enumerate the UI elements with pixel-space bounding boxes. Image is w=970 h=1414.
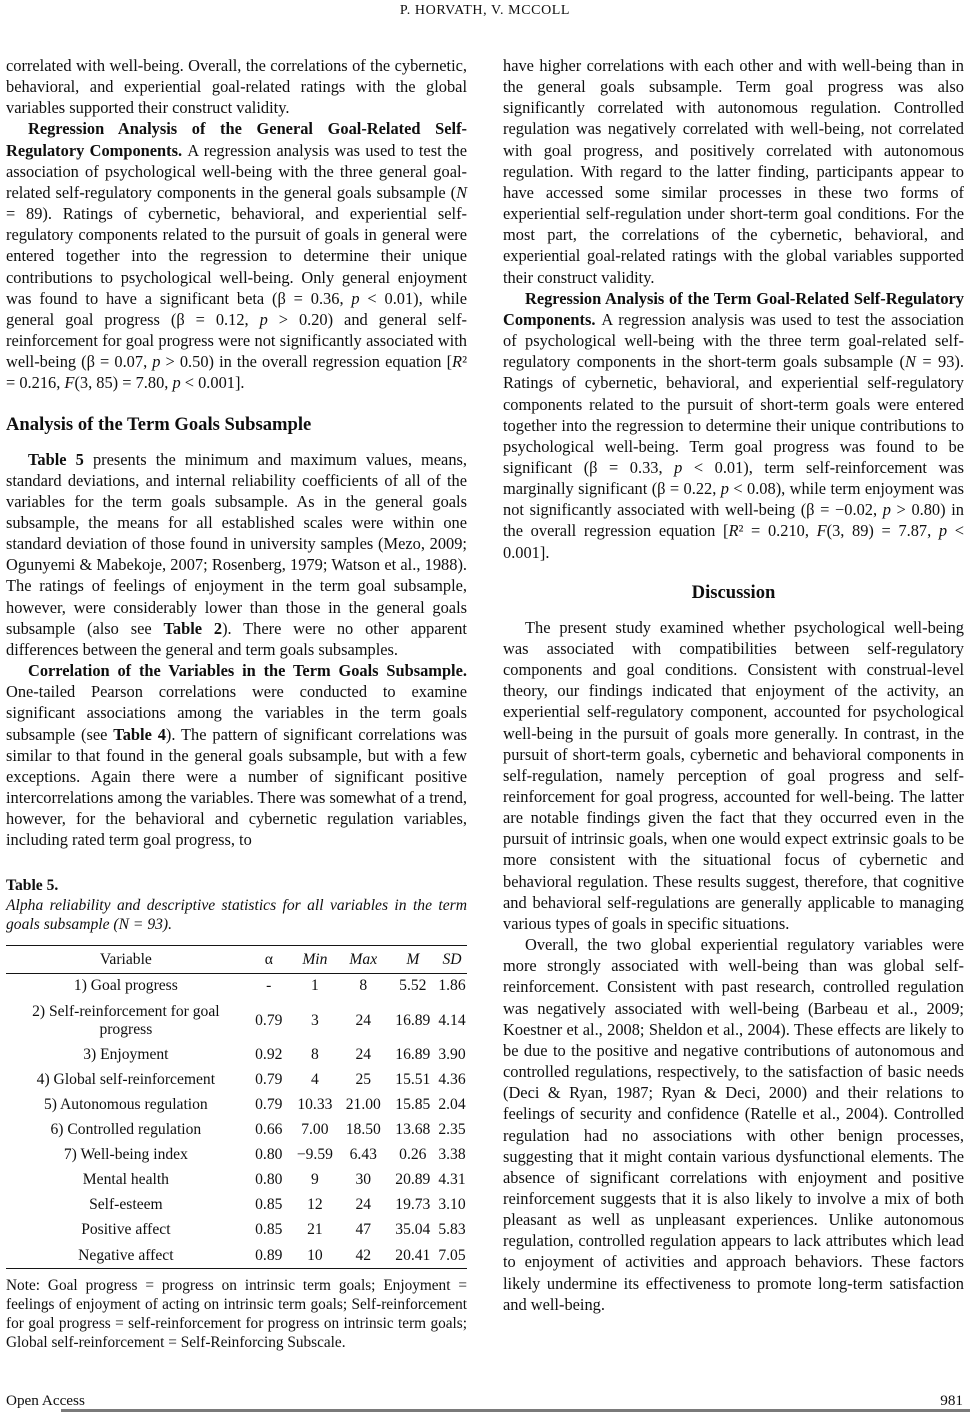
table-cell-sd: 5.83 <box>438 1221 466 1239</box>
table-cell-m: 20.41 <box>395 1246 431 1264</box>
left-column <box>6 55 467 1352</box>
text-run: ² = 0.216, <box>6 352 467 393</box>
text-run: p <box>172 373 181 393</box>
text-run: N <box>904 352 916 372</box>
table-cell-sd: 2.04 <box>438 1095 466 1113</box>
table-cell-min: 12 <box>307 1196 323 1214</box>
table-cell-m: 35.04 <box>395 1221 431 1239</box>
paragraph <box>503 617 964 934</box>
text-run: A regression analysis was used to test the association of psychological well-being with the three general goal-related self-regulatory components in the general goals subsample ( <box>6 140 467 202</box>
text-run: < 0.01), while general goal progress (β = 0.12, <box>6 288 467 329</box>
table-cell-max: 24 <box>355 1196 372 1214</box>
paragraph <box>6 449 467 661</box>
text-run: = 89). Ratings of cybernetic, behavioral, and experiential self-regulatory components related to the pursuit of goals in general were entered together into the regression to determine their unique contributions to psychological well-being. Only general enjoyment was found to have a significant beta (β = 0.36, <box>6 204 467 308</box>
text-run: p <box>351 288 360 308</box>
text-run: ). The pattern of significant correlations was similar to that found in the general goals subsample, but with a few exceptions. Again there were a number of significant positive intercorrelations among the variables. There was somewhat of a trend, however, for the behavioral and cybernetic regulation variables, including rated term goal progress, to <box>6 724 467 850</box>
table-cell-sd: 1.86 <box>438 977 466 995</box>
table-cell-max: 24 <box>355 1011 372 1029</box>
text-run: = 93). Ratings of cybernetic, behavioral, and experiential self-regulatory components related to the pursuit of short-term goals were entered together into the regression to determine their unique contributions to psychological well-being. Term goal progress was found to be significant (β = 0.33, <box>503 352 964 477</box>
text-run: R <box>728 521 739 541</box>
text-run: The present study examined whether psychological well-being was associated with compatibilities between self-regulatory components and goal conditions. Consistent with construal-level theory, our findings indicated that enjoyment of the activity, an experiential self-regulatory component, accounted for psychological well-being in the pursuit of goals more generally. In contrast, in the pursuit of short-term goals, cybernetic and behavioral components in self-regulation, namely perception of goal progress and self-reinforcement for goal progress, accounted for well-being. The latter are notable findings given the fact that they occurred even in the pursuit of intrinsic goals, when one would expect extrinsic goals to be more consistent with the situational focus of cybernetic and behavioral regulation. These results suggest, therefore, that cognitive and behavioral self-regulations are generally applicable to managing various types of goals in specific situations. <box>503 617 964 933</box>
table-cell-sd: 3.38 <box>438 1146 466 1164</box>
table-cell-sd: 4.14 <box>438 1011 466 1029</box>
text-run: Table 4 <box>113 724 166 744</box>
column-header-min: Min <box>292 945 338 973</box>
table-cell-alpha: 0.79 <box>255 1070 283 1088</box>
table-cell-sd: 4.31 <box>438 1171 466 1189</box>
paragraph <box>6 55 467 118</box>
text-run: ). There were no other apparent differences between the general and term goals subsamples. <box>6 618 467 659</box>
table-row <box>6 1092 467 1117</box>
table-cell-m: 5.52 <box>399 977 427 995</box>
table-cell-max: 18.50 <box>345 1120 381 1138</box>
paragraph <box>503 55 964 288</box>
table-cell-min: 10.33 <box>297 1095 333 1113</box>
table-row <box>6 1042 467 1067</box>
table-cell-variable: Self-esteem <box>89 1196 163 1214</box>
text-run: < 0.08), while term enjoyment was not significantly associated with well-being (β = −0.02, <box>503 479 964 520</box>
text-run: p <box>720 479 729 499</box>
text-run: F <box>64 373 75 393</box>
text-run: Table 5 <box>28 449 84 469</box>
table5-label: Table 5. <box>6 877 59 895</box>
table-cell-min: 1 <box>310 977 319 995</box>
footer <box>6 1392 963 1410</box>
table-cell-variable: 5) Autonomous regulation <box>44 1095 208 1113</box>
text-run: A regression analysis was used to test the association of psychological well-being with the three term goal-related self-regulatory components in the short-term goals subsample ( <box>503 309 964 372</box>
table-cell-alpha: 0.89 <box>255 1246 283 1264</box>
table-row <box>6 1243 467 1269</box>
table-cell-sd: 3.10 <box>438 1196 466 1214</box>
table-cell-alpha: 0.80 <box>255 1171 283 1189</box>
table-cell-alpha: - <box>266 977 272 995</box>
table-cell-alpha: 0.79 <box>255 1011 283 1029</box>
paragraph <box>503 288 964 563</box>
text-run: F <box>816 521 827 541</box>
table-cell-min: 3 <box>310 1011 319 1029</box>
column-header-sd: SD <box>437 945 467 973</box>
text-run: Regression Analysis of the Term Goal-Related Self-Regulatory Components. <box>503 288 964 329</box>
table5-note: Note: Goal progress = progress on intrinsic term goals; Enjoyment = feelings of enjoyment of acting on intrinsic term goals; Self-reinforcement for goal progress = self-reinforcement for progress on intrinsic term goals; Global self-reinforcement = Self-Reinforcing Subscale. <box>6 1277 467 1352</box>
table5 <box>6 945 467 1269</box>
table-cell-sd: 4.36 <box>438 1070 466 1088</box>
text-run: Regression Analysis of the General Goal-Related Self-Regulatory Components. <box>6 119 467 160</box>
table-cell-variable: 7) Well-being index <box>63 1146 188 1164</box>
table-cell-m: 20.89 <box>395 1171 431 1189</box>
paragraph <box>6 118 467 393</box>
table-cell-min: 10 <box>307 1246 323 1264</box>
table-row <box>6 1067 467 1092</box>
table-cell-variable: 3) Enjoyment <box>83 1045 169 1063</box>
text-run: N <box>456 182 467 202</box>
text-run: R <box>452 352 463 372</box>
column-header-mean: M <box>389 945 437 973</box>
table-row <box>6 1117 467 1142</box>
section-heading-discussion: Discussion <box>691 581 776 603</box>
right-column <box>503 55 964 1315</box>
text-run: have higher correlations with each other and with well-being than in the general goals subsample. Term goal progress was also significantly correlated with autonomous regulation. Controlled regulation was negatively correlated with well-being, not correlated with goal progress, and positively correlated with autonomous regulation. With regard to the latter finding, participants appear to have accessed some similar processes in these two forms of experiential self-regulation under short-term goal conditions. For the most part, the correlations of the cybernetic, behavioral, and experiential goal-related ratings with the global variables supported their construct validity. <box>503 56 964 287</box>
table-cell-max: 30 <box>355 1171 372 1189</box>
text-run: p <box>674 457 683 477</box>
table-cell-m: 0.26 <box>399 1146 427 1164</box>
table-row <box>6 1218 467 1243</box>
text-run: > 0.80) in the overall regression equation [ <box>503 500 964 541</box>
section-heading-term-goals: Analysis of the Term Goals Subsample <box>6 413 312 435</box>
table-cell-m: 16.89 <box>395 1045 431 1063</box>
table-cell-min: 4 <box>310 1070 319 1088</box>
paragraph <box>6 660 467 850</box>
table-cell-alpha: 0.85 <box>255 1221 283 1239</box>
table-cell-m: 15.85 <box>395 1095 431 1113</box>
text-run: p <box>882 500 891 520</box>
table-cell-sd: 7.05 <box>438 1246 466 1264</box>
table5-block <box>6 876 467 1352</box>
table-row <box>6 1193 467 1218</box>
table-cell-min: 8 <box>310 1045 319 1063</box>
table-cell-max: 6.43 <box>349 1146 377 1164</box>
table-cell-max: 24 <box>355 1045 372 1063</box>
table-cell-variable: 6) Controlled regulation <box>50 1120 202 1138</box>
text-run: < 0.001]. <box>503 521 965 562</box>
scan-artifact-line <box>61 1409 970 1412</box>
table-cell-m: 13.68 <box>395 1120 431 1138</box>
text-run: < 0.01), term self-reinforcement was marginally significant (β = 0.22, <box>503 457 965 499</box>
table-cell-sd: 2.35 <box>438 1120 466 1138</box>
table-cell-variable: 4) Global self-reinforcement <box>36 1070 216 1088</box>
text-run: > 0.50) in the overall regression equation [ <box>160 352 453 372</box>
table-cell-m: 19.73 <box>395 1196 431 1214</box>
text-run: p <box>259 309 268 329</box>
table-cell-max: 47 <box>355 1221 372 1239</box>
column-header-max: Max <box>338 945 389 973</box>
text-run: correlated with well-being. Overall, the correlations of the cybernetic, behavioral, and experiential goal-related ratings with the global variables supported their construct validity. <box>6 56 467 118</box>
table-cell-min: 7.00 <box>301 1120 329 1138</box>
page-number: 981 <box>940 1392 963 1409</box>
text-run: presents the minimum and maximum values, means, standard deviations, and internal reliability coefficients of all of the variables for the term goals subsample. As in the general goals subsample, the means for all established scales were within one standard deviation of those found in university samples (Mezo, 2009; Ogunyemi & Mabekoje, 2007; Rosenberg, 1979; Watson et al., 1988). The ratings of feelings of enjoyment in the term goal subsample, however, were considerably lower than those in the general goals subsample (also see <box>6 449 467 638</box>
open-access-label: Open Access <box>6 1392 85 1409</box>
table-cell-max: 8 <box>359 977 368 995</box>
running-head: P. HORVATH, V. MCCOLL <box>399 3 571 18</box>
text-run: p <box>152 352 161 372</box>
table-row <box>6 1142 467 1167</box>
table-cell-m: 16.89 <box>395 1011 431 1029</box>
text-run: Correlation of the Variables in the Term Goals Subsample. <box>28 661 467 681</box>
table-body <box>6 973 467 1268</box>
table-cell-variable: 2) Self-reinforcement for goal progress <box>32 1002 220 1038</box>
table-row <box>6 973 467 999</box>
text-run: (3, 85) = 7.80, <box>74 373 173 393</box>
table-cell-min: −9.59 <box>296 1146 333 1164</box>
table5-caption: Alpha reliability and descriptive statistics for all variables in the term goals subsample (N = 93). <box>6 896 467 934</box>
paragraph <box>503 934 964 1315</box>
column-header-alpha: α <box>246 945 292 973</box>
text-run: ² = 0.210, <box>738 521 817 541</box>
table-cell-max: 25 <box>355 1070 372 1088</box>
table-cell-variable: 1) Goal progress <box>73 977 178 995</box>
table-cell-alpha: 0.66 <box>255 1120 283 1138</box>
text-run: Table 2 <box>163 618 223 638</box>
table-row <box>6 999 467 1042</box>
text-run: < 0.001]. <box>180 373 245 393</box>
text-run: p <box>938 521 948 541</box>
table-cell-alpha: 0.79 <box>255 1095 283 1113</box>
table-cell-sd: 3.90 <box>438 1045 466 1063</box>
table-cell-variable: Positive affect <box>81 1221 171 1239</box>
table-cell-m: 15.51 <box>395 1070 431 1088</box>
table-cell-min: 9 <box>310 1171 319 1189</box>
table-cell-max: 21.00 <box>345 1095 381 1113</box>
text-run: Overall, the two global experiential regulatory variables were more strongly associated with well-being than was global self-reinforcement. Consistent with past research, controlled regulation was negatively associated with well-being (Barbeau et al., 2009; Koestner et al., 2008; Sheldon et al., 2004). These effects are likely to be due to the positive and negative contributions of autonomous and controlled regulations, respectively, to the satisfaction of basic needs (Deci & Ryan, 1987; Ryan & Deci, 2000) and their relations to feelings of security and confidence (Ratelle et al., 2004). Controlled regulation had no associations with other benign processes, suggesting that it might contain various dysfunctional elements. The absence of significant correlations with enjoyment and positive reinforcement suggests that it is also likely to involve a mix of both pleasant as well as unpleasant experiences. Unlike autonomous regulation, controlled regulation appears to lack attributes which lead to enjoyment of activities and approach behaviors. These factors likely undermine its effectiveness to promote long-term satisfaction and well-being. <box>503 935 964 1314</box>
table-cell-alpha: 0.80 <box>255 1146 283 1164</box>
table-cell-variable: Mental health <box>82 1171 169 1189</box>
text-run: (3, 89) = 7.87, <box>826 521 939 541</box>
text-run: One-tailed Pearson correlations were conducted to examine significant associations among the variables in the term goals subsample (see <box>6 682 467 744</box>
table-cell-variable: Negative affect <box>78 1246 174 1264</box>
table-cell-min: 21 <box>307 1221 323 1239</box>
text-run: > 0.20) and general self-reinforcement for goal progress were not significantly associated with well-being (β = 0.07, <box>6 309 467 372</box>
table-row <box>6 1168 467 1193</box>
table-cell-alpha: 0.85 <box>255 1196 283 1214</box>
column-header-variable: Variable <box>6 945 246 973</box>
table-header-row <box>6 945 467 973</box>
table-cell-max: 42 <box>355 1246 372 1264</box>
table-cell-alpha: 0.92 <box>255 1045 283 1063</box>
